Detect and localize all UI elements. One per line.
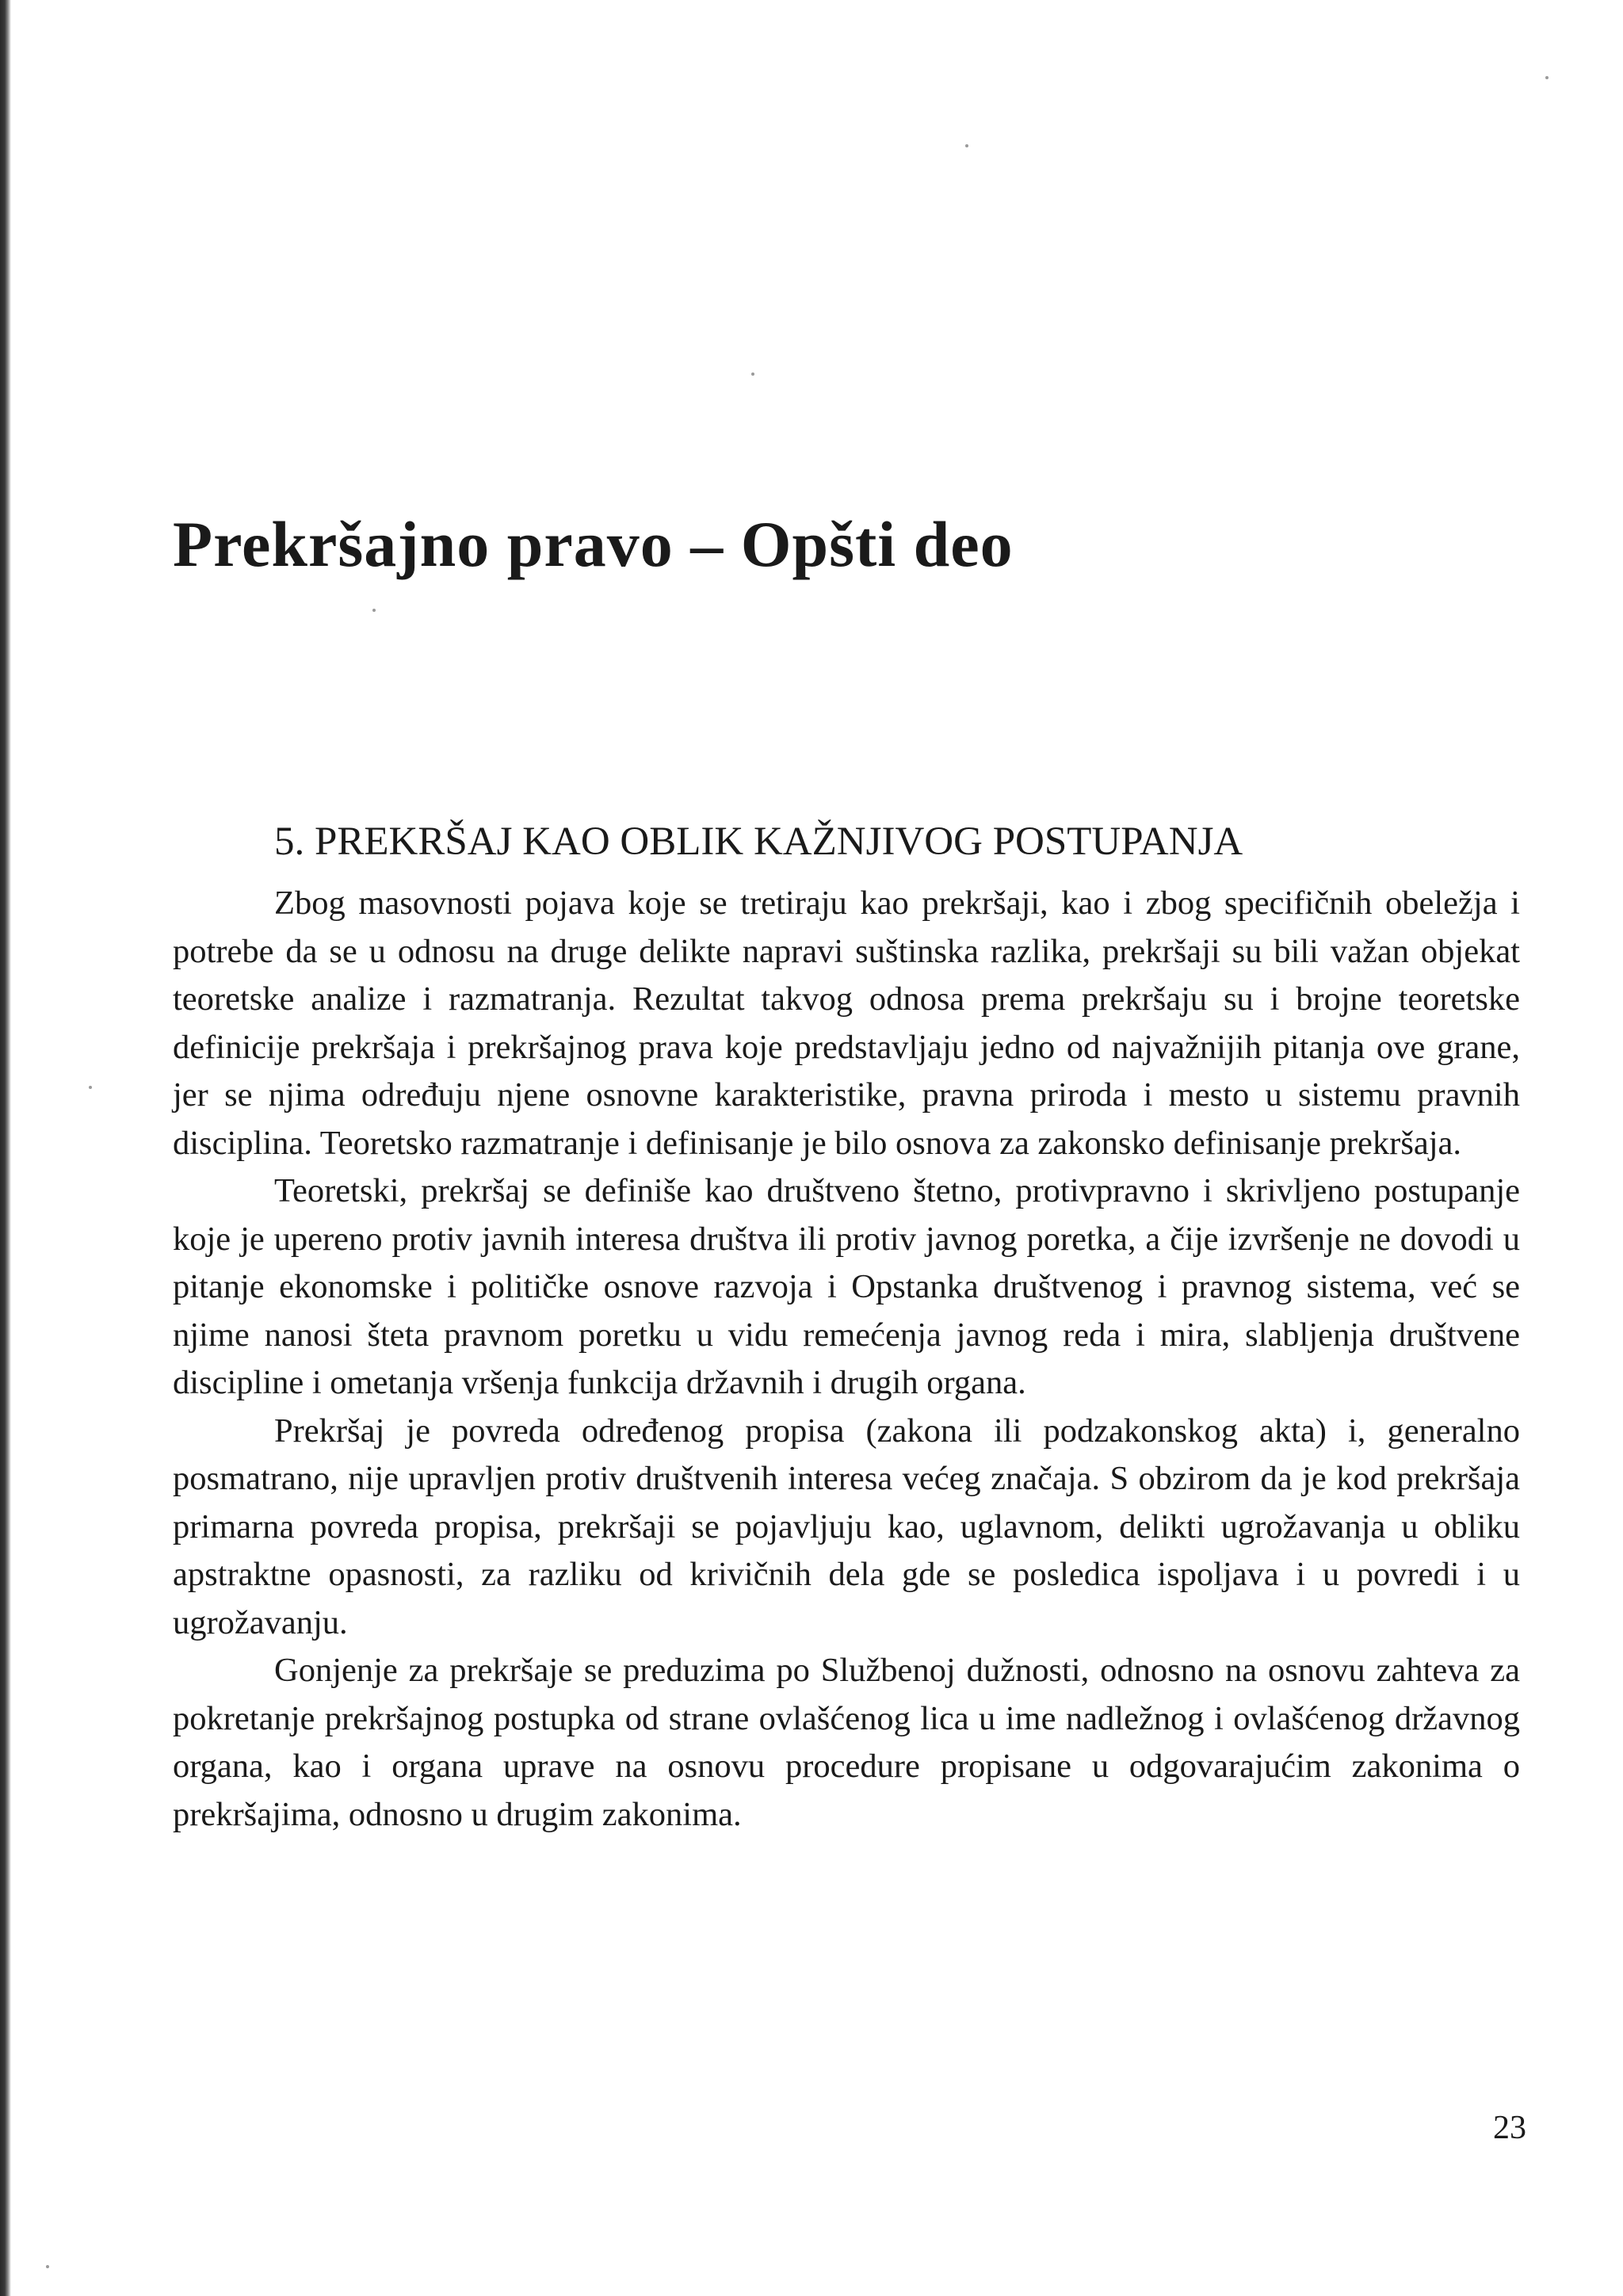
paragraph-4: Gonjenje za prekršaje se preduzima po Službenoj dužnosti, odnosno na osnovu zahteva za pokretanje prekršajnog postupka od strane ovlašćenog lica u ime nadležnog i ovlašćenog državnog organa, kao i organa uprave na osnovu procedure propisane u odgovarajućim zakonima o prekršajima, odnosno u drugim zakonima.: [173, 1652, 1520, 1833]
scan-speck: [89, 1086, 92, 1089]
scan-speck: [965, 144, 968, 147]
page-number: 23: [1493, 2110, 1526, 2146]
scan-edge-shadow: [0, 0, 11, 2296]
paragraph-3: Prekršaj je povreda određenog propisa (zakona ili podzakonskog akta) i, generalno posmatrano, nije upravljen protiv društvenih interesa većeg značaja. S obzirom da je kod prekršaja primarna povreda propisa, prekršaji se pojavljuju kao, uglavnom, delikti ugrožavanja u obliku apstraktne opasnosti, za razliku od krivičnih dela gde se posledica ispoljava i u povredi i u ugrožavanju.: [173, 1412, 1520, 1641]
scan-speck: [372, 609, 376, 612]
chapter-section: [173, 815, 1520, 1839]
scan-speck: [1545, 76, 1549, 79]
body-text: [173, 880, 1520, 1839]
page-title: Prekršajno pravo – Opšti deo: [173, 508, 1014, 580]
paragraph-1: Zbog masovnosti pojava koje se tretiraju kao prekršaji, kao i zbog specifičnih obeležja i potrebe da se u odnosu na druge delikte napravi suštinska razlika, prekršaji su bili važan objekat teoretske analize i razmatranja. Rezultat takvog odnosa prema prekršaju su i brojne teoretske definicije prekršaja i prekršajnog prava koje predstavljaju jedno od najvažnijih pitanja ove grane, jer se njima određuju njene osnovne karakteristike, pravna priroda i mesto u sistemu pravnih disciplina. Teoretsko razmatranje i definisanje je bilo osnova za zakonsko definisanje prekršaja.: [173, 884, 1520, 1162]
scan-speck: [46, 2265, 49, 2268]
section-heading: 5. PREKRŠAJ KAO OBLIK KAŽNJIVOG POSTUPANJA: [274, 819, 1243, 864]
scan-speck: [751, 372, 754, 376]
paragraph-2: Teoretski, prekršaj se definiše kao društveno štetno, protivpravno i skrivljeno postupanje koje je upereno protiv javnih interesa društva ili protiv javnog poretka, a čije izvršenje ne dovodi u pitanje ekonomske i političke osnove razvoja i Opstanka društvenog i pravnog sistema, već se njime nanosi šteta pravnom poretku u vidu remećenja javnog reda i mira, slabljenja društvene discipline i ometanja vršenja funkcija državnih i drugih organa.: [173, 1172, 1520, 1401]
